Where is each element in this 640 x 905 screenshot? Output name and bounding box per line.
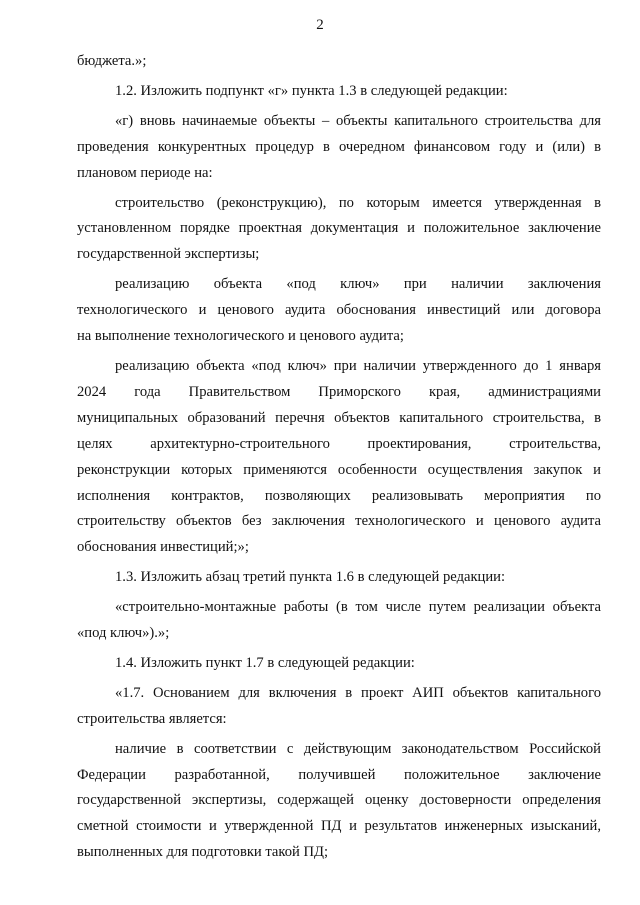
text-line: выполненных для подготовки такой ПД; (77, 844, 329, 861)
text-line: Федерации разработанной, получившей положительное заключение (77, 766, 601, 783)
text-line: технологического и ценового аудита обоснования инвестиций или договора (77, 302, 601, 319)
text-line: бюджета.»; (77, 53, 147, 69)
text-line: реконструкции которых применяются особенности осуществления закупок и (77, 461, 601, 478)
text-line: установленном порядке проектная документация и положительное заключение (77, 220, 601, 237)
text-line: проведения конкурентных процедур в очередном финансовом году и (или) в (77, 138, 601, 155)
text-line: государственной экспертизы; (77, 246, 260, 263)
text-line: строительство (реконструкцию), по которым имеется утвержденная в (115, 194, 601, 211)
text-line: строительства является: (77, 710, 227, 727)
text-line: «под ключ»).»; (77, 625, 170, 642)
text-line: 1.4. Изложить пункт 1.7 в следующей редакции: (115, 654, 415, 671)
text-line: 1.3. Изложить абзац третий пункта 1.6 в следующей редакции: (115, 569, 506, 586)
text-line: обоснования инвестиций;»; (77, 539, 249, 556)
text-line: «1.7. Основанием для включения в проект АИП объектов капитального (115, 684, 601, 701)
text-line: сметной стоимости и утвержденной ПД и результатов инженерных изысканий, (77, 818, 601, 835)
page-number: 2 (316, 17, 324, 33)
text-line: исполнения контрактов, позволяющих реализовывать мероприятия по (77, 487, 601, 504)
text-line: на выполнение технологического и ценового аудита; (77, 328, 404, 345)
document-body (77, 49, 601, 866)
text-line: «г) вновь начинаемые объекты – объекты капитального строительства для (115, 112, 601, 129)
text-line: реализацию объекта «под ключ» при наличии заключения (115, 276, 601, 293)
text-line: реализацию объекта «под ключ» при наличии утвержденного до 1 января (115, 357, 601, 374)
text-line: наличие в соответствии с действующим законодательством Российской (115, 740, 601, 757)
text-line: целях архитектурно-строительного проектирования, строительства, (77, 435, 601, 452)
text-line: 1.2. Изложить подпункт «г» пункта 1.3 в следующей редакции: (115, 82, 508, 99)
text-line: «строительно-монтажные работы (в том числе путем реализации объекта (115, 599, 601, 616)
text-line: плановом периоде на: (77, 164, 213, 181)
text-line: муниципальных образований перечня объектов капитального строительства, в (77, 409, 601, 426)
text-line: строительству объектов без заключения технологического и ценового аудита (77, 513, 601, 530)
text-line: государственной экспертизы, содержащей оценку достоверности определения (77, 792, 601, 809)
text-line: 2024 года Правительством Приморского края, администрациями (77, 383, 601, 400)
